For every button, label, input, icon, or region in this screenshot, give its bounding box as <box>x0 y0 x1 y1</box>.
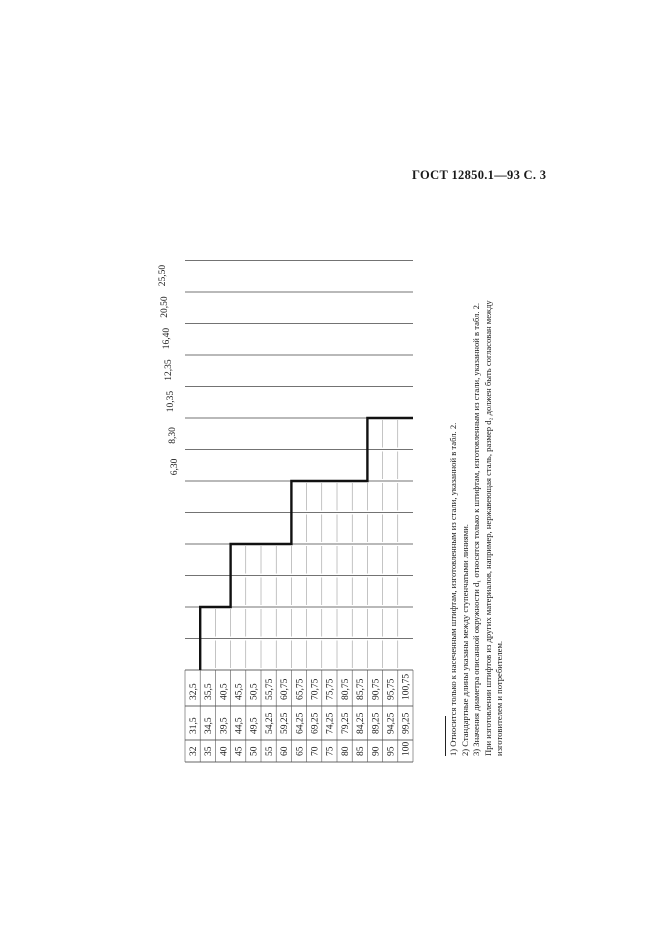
cell-length: 60 <box>280 746 291 756</box>
cell-length: 95 <box>386 746 397 756</box>
cell-d2: 40,5 <box>219 683 230 700</box>
footnote-4: При изготовлении штифтов из других материалов, например, нержавеющая сталь, размер d₂ должен быть согласован между <box>482 300 493 756</box>
column-value: 16,40 <box>162 327 172 350</box>
cell-d1: 64,25 <box>295 712 306 734</box>
footnote-2: 2) Стандартные длины указаны между ступенчатыми линиями. <box>459 524 470 756</box>
cell-length: 32 <box>188 746 199 756</box>
cell-length: 85 <box>356 746 367 756</box>
column-value: 6,30 <box>170 458 180 476</box>
footnote-5: изготовителем и потребителем. <box>494 640 505 756</box>
cell-d2: 55,75 <box>264 678 275 700</box>
cell-d1: 69,25 <box>310 712 321 734</box>
column-value: 20,50 <box>160 296 170 318</box>
footnote-3: 3) Значения диаметра описанной окружности d₁ относятся только к штифтам, изготовленным из стали, указанной в табл. 2. <box>471 302 482 756</box>
column-value: 12,35 <box>164 359 174 381</box>
cell-d1: 59,25 <box>280 712 291 734</box>
cell-d1: 49,5 <box>249 717 260 734</box>
cell-d2: 65,75 <box>295 678 306 700</box>
cell-d1: 89,25 <box>371 712 382 734</box>
cell-length: 75 <box>325 746 336 756</box>
dimensions-table <box>158 202 443 762</box>
cell-length: 65 <box>295 746 306 756</box>
footnotes <box>445 202 506 762</box>
cell-d1: 31,5 <box>188 717 199 734</box>
rotated-table-block <box>158 202 505 762</box>
cell-d2: 50,5 <box>249 683 260 700</box>
cell-d2: 45,5 <box>234 683 245 700</box>
cell-length: 100 <box>401 741 412 756</box>
footnote-rule <box>445 716 446 756</box>
cell-d2: 95,75 <box>386 678 397 700</box>
cell-d2: 90,75 <box>371 678 382 700</box>
page-header: ГОСТ 12850.1—93 С. 3 <box>412 168 547 182</box>
cell-d2: 100,75 <box>401 673 412 700</box>
cell-d2: 60,75 <box>280 678 291 700</box>
cell-d1: 39,5 <box>219 717 230 734</box>
cell-d2: 75,75 <box>325 678 336 700</box>
cell-d2: 85,75 <box>356 678 367 700</box>
cell-d2: 32,5 <box>188 683 199 700</box>
cell-length: 80 <box>340 746 351 756</box>
cell-length: 40 <box>219 746 230 756</box>
cell-length: 55 <box>264 746 275 756</box>
cell-length: 45 <box>234 746 245 756</box>
cell-d1: 44,5 <box>234 717 245 734</box>
column-value: 10,35 <box>166 390 176 413</box>
cell-length: 70 <box>310 746 321 756</box>
cell-d1: 34,5 <box>204 717 215 734</box>
cell-d1: 74,25 <box>325 712 336 734</box>
column-value: 25,50 <box>158 264 168 287</box>
cell-length: 50 <box>249 746 260 756</box>
cell-d1: 54,25 <box>264 712 275 734</box>
cell-d2: 35,5 <box>204 683 215 700</box>
cell-d2: 70,75 <box>310 678 321 700</box>
cell-d2: 80,75 <box>340 678 351 700</box>
cell-d1: 94,25 <box>386 712 397 734</box>
column-value: 8,30 <box>168 427 178 444</box>
cell-d1: 99,25 <box>401 712 412 734</box>
cell-length: 90 <box>371 746 382 756</box>
cell-d1: 79,25 <box>340 712 351 734</box>
cell-length: 35 <box>204 746 215 756</box>
cell-d1: 84,25 <box>356 712 367 734</box>
footnote-1: 1) Относится только к насеченным штифтам, изготовленным из стали, указанной в табл. 2. <box>448 422 458 756</box>
